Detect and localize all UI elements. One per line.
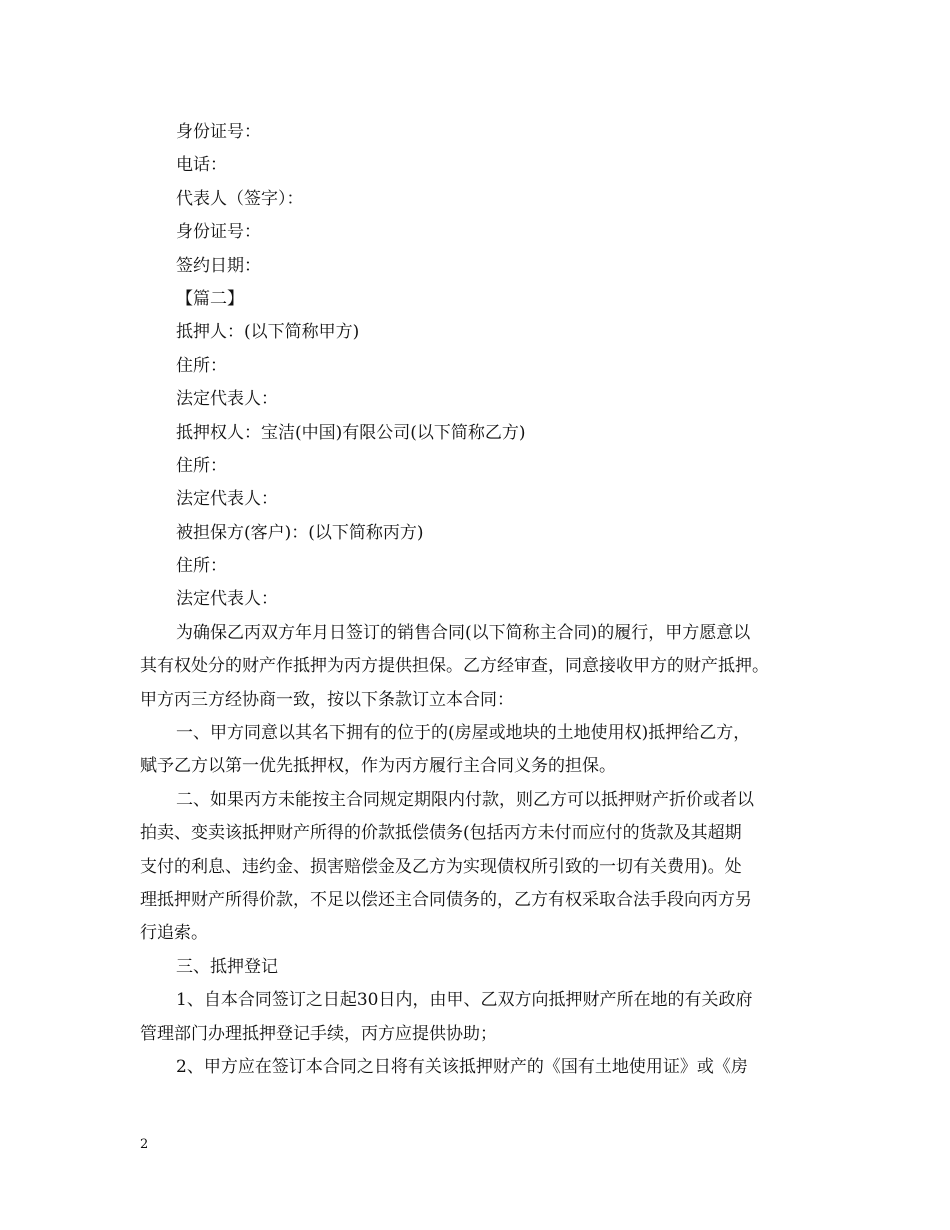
text-line: 抵押权人：宝洁(中国)有限公司(以下简称乙方)	[176, 422, 526, 443]
text-line: 管理部门办理抵押登记手续，丙方应提供协助；	[140, 1023, 497, 1044]
text-line: 1、自本合同签订之日起30日内，由甲、乙双方向抵押财产所在地的有关政府	[176, 990, 753, 1011]
page-number: 2	[140, 1137, 149, 1152]
text-line: 甲方丙三方经协商一致，按以下条款订立本合同：	[140, 689, 514, 710]
text-line: 电话：	[176, 155, 227, 176]
text-line: 法定代表人：	[176, 489, 278, 510]
text-line: 住所：	[176, 556, 227, 577]
text-line: 理抵押财产所得价款，不足以偿还主合同债务的，乙方有权采取合法手段向丙方另	[140, 889, 752, 910]
text-line: 为确保乙丙双方年月日签订的销售合同(以下简称主合同)的履行，甲方愿意以	[176, 622, 751, 643]
text-line: 二、如果丙方未能按主合同规定期限内付款，则乙方可以抵押财产折价或者以	[176, 789, 754, 810]
text-line: 支付的利息、违约金、损害赔偿金及乙方为实现债权所引致的一切有关费用)。处	[140, 856, 742, 877]
text-line: 行追索。	[140, 923, 208, 944]
text-line: 抵押人：(以下简称甲方)	[176, 322, 360, 343]
text-line: 2、甲方应在签订本合同之日将有关该抵押财产的《国有土地使用证》或《房	[176, 1056, 748, 1077]
text-line: 法定代表人：	[176, 389, 278, 410]
text-line: 身份证号：	[176, 222, 261, 243]
text-line: 一、甲方同意以其名下拥有的位于的(房屋或地块的土地使用权)抵押给乙方，	[176, 723, 751, 744]
text-line: 其有权处分的财产作抵押为丙方提供担保。乙方经审查，同意接收甲方的财产抵押。	[140, 656, 769, 677]
text-line: 住所：	[176, 455, 227, 476]
text-line: 【篇二】	[176, 288, 244, 309]
text-line: 住所：	[176, 355, 227, 376]
document-body	[140, 116, 820, 1084]
text-line: 被担保方(客户)：(以下简称丙方)	[176, 522, 424, 543]
text-line: 三、抵押登记	[176, 956, 278, 977]
text-line: 代表人（签字）：	[176, 188, 304, 209]
text-line: 拍卖、变卖该抵押财产所得的价款抵偿债务(包括丙方未付而应付的货款及其超期	[140, 823, 742, 844]
text-line: 赋予乙方以第一优先抵押权，作为丙方履行主合同义务的担保。	[140, 756, 616, 777]
text-line: 签约日期：	[176, 255, 261, 276]
text-line: 身份证号：	[176, 122, 261, 142]
text-line: 法定代表人：	[176, 589, 278, 610]
